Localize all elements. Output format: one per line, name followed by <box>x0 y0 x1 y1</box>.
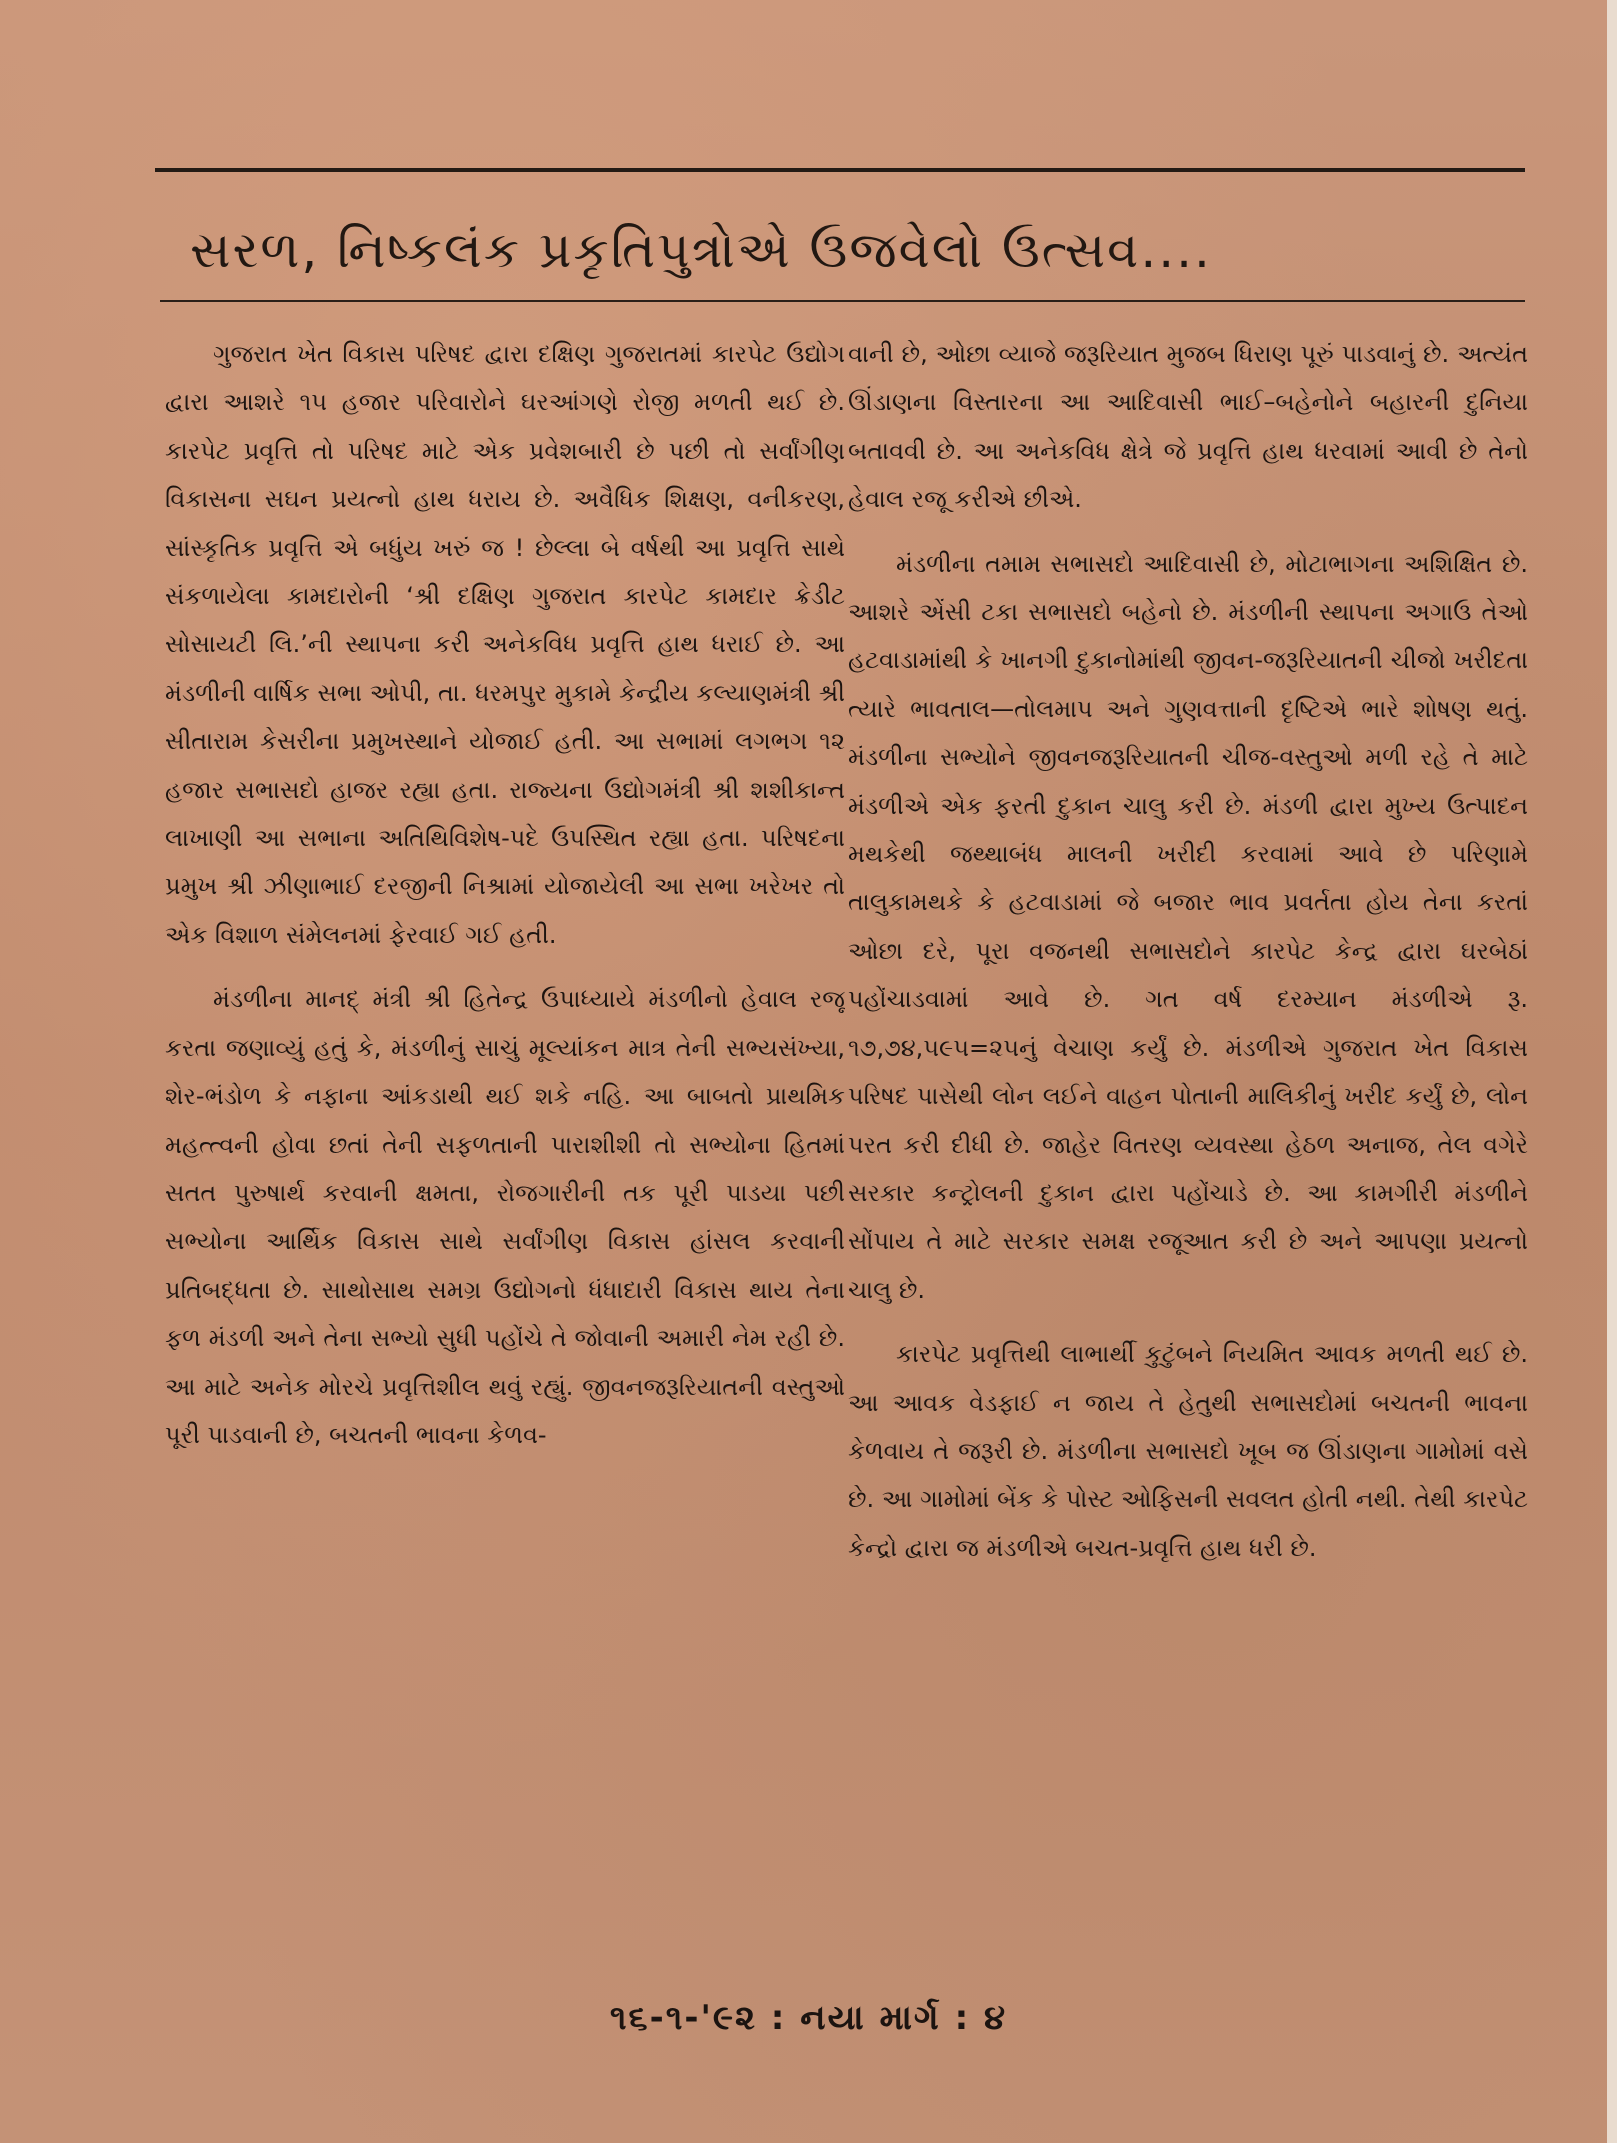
right-paragraph-1: વાની છે, ઓછા વ્યાજે જરૂરિયાત મુજબ ધિરાણ પૂરું પાડવાનું છે. અત્યંત ઊંડાણના વિસ્તારના આ આદિવાસી ભાઈ–બહેનોને બહારની દુનિયા બતાવવી છે. આ અનેકવિધ ક્ષેત્રે જે પ્રવૃત્તિ હાથ ધરવામાં આવી છે તેનો હેવાલ રજૂ કરીએ છીએ. <box>848 340 1528 514</box>
right-paragraph-3: કારપેટ પ્રવૃત્તિથી લાભાર્થી કુટુંબને નિયમિત આવક મળતી થઈ છે. આ આવક વેડફાઈ ન જાય તે હેતુથી સભાસદોમાં બચતની ભાવના કેળવાય તે જરૂરી છે. મંડળીના સભાસદો ખૂબ જ ઊંડાણના ગામોમાં વસે છે. આ ગામોમાં બેંક કે પોસ્ટ ઓફિસની સવલત હોતી નથી. તેથી કારપેટ કેન્દ્રો દ્વારા જ મંડળીએ બચત-પ્રવૃત્તિ હાથ ધરી છે. <box>848 1340 1528 1562</box>
page-edge <box>1607 0 1617 2143</box>
page-footer: ૧૬-૧-'૯૨ : નયા માર્ગ : ૪ <box>609 1998 1008 2038</box>
top-rule <box>155 168 1525 172</box>
left-paragraph-1: ગુજરાત ખેત વિકાસ પરિષદ દ્વારા દક્ષિણ ગુજરાતમાં કારપેટ ઉદ્યોગ દ્વારા આશરે ૧૫ હજાર પરિવારોને ઘરઆંગણે રોજી મળતી થઈ છે. કારપેટ પ્રવૃત્તિ તો પરિષદ માટે એક પ્રવેશબારી છે પછી તો સર્વાંગીણ વિકાસના સઘન પ્રયત્નો હાથ ધરાય છે. અવૈધિક શિક્ષણ, વનીકરણ, સાંસ્કૃતિક પ્રવૃત્તિ એ બધુંય ખરું જ ! છેલ્લા બે વર્ષથી આ પ્રવૃત્તિ સાથે સંકળાયેલા કામદારોની ‘શ્રી દક્ષિણ ગુજરાત કારપેટ કામદાર ક્રેડીટ સોસાયટી લિ.’ની સ્થાપના કરી અનેકવિધ પ્રવૃત્તિ હાથ ધરાઈ છે. આ મંડળીની વાર્ષિક સભા ઓપી, તા. ધરમપુર મુકામે કેન્દ્રીય કલ્યાણમંત્રી શ્રી સીતારામ કેસરીના પ્રમુખસ્થાને યોજાઈ હતી. આ સભામાં લગભગ ૧૨ હજાર સભાસદો હાજર રહ્યા હતા. રાજ્યના ઉદ્યોગમંત્રી શ્રી શશીકાન્ત લાખાણી આ સભાના અતિથિવિશેષ-પદે ઉપસ્થિત રહ્યા હતા. પરિષદના પ્રમુખ શ્રી ઝીણાભાઈ દરજીની નિશ્રામાં યોજાયેલી આ સભા ખરેખર તો એક વિશાળ સંમેલનમાં ફેરવાઈ ગઈ હતી. <box>165 340 845 949</box>
right-paragraph-2: મંડળીના તમામ સભાસદો આદિવાસી છે, મોટાભાગના અશિક્ષિત છે. આશરે એંસી ટકા સભાસદો બહેનો છે. મંડળીની સ્થાપના અગાઉ તેઓ હટવાડામાંથી કે ખાનગી દુકાનોમાંથી જીવન-જરૂરિયાતની ચીજો ખરીદતા ત્યારે ભાવતાલ—તોલમાપ અને ગુણવત્તાની દૃષ્ટિએ ભારે શોષણ થતું. મંડળીના સભ્યોને જીવનજરૂરિયાતની ચીજ-વસ્તુઓ મળી રહે તે માટે મંડળીએ એક ફરતી દુકાન ચાલુ કરી છે. મંડળી દ્વારા મુખ્ય ઉત્પાદન મથકેથી જથ્થાબંધ માલની ખરીદી કરવામાં આવે છે પરિણામે તાલુકામથકે કે હટવાડામાં જે બજાર ભાવ પ્રવર્તતા હોય તેના કરતાં ઓછા દરે, પૂરા વજનથી સભાસદોને કારપેટ કેન્દ્ર દ્વારા ઘરબેઠાં પહોંચાડવામાં આવે છે. ગત વર્ષ દરમ્યાન મંડળીએ રૂ. ૧૭,૭૪,૫૯૫=૨૫નું વેચાણ કર્યું છે. મંડળીએ ગુજરાત ખેત વિકાસ પરિષદ પાસેથી લોન લઈને વાહન પોતાની માલિકીનું ખરીદ કર્યું છે, લોન પરત કરી દીધી છે. જાહેર વિતરણ વ્યવસ્થા હેઠળ અનાજ, તેલ વગેરે સરકાર કન્ટ્રોલની દુકાન દ્વારા પહોંચાડે છે. આ કામગીરી મંડળીને સોંપાય તે માટે સરકાર સમક્ષ રજૂઆત કરી છે અને આપણા પ્રયત્નો ચાલુ છે. <box>848 549 1528 1304</box>
article-headline: સરળ, નિષ્કલંક પ્રકૃતિપુત્રોએ ઉજવેલો ઉત્સવ.... <box>190 221 1212 279</box>
left-column <box>165 330 845 1965</box>
left-paragraph-2: મંડળીના માનદ્ મંત્રી શ્રી હિતેન્દ્ર ઉપાધ્યાયે મંડળીનો હેવાલ રજૂ કરતા જણાવ્યું હતું કે, મંડળીનું સાચું મૂલ્યાંકન માત્ર તેની સભ્યસંખ્યા, શેર-ભંડોળ કે નફાના આંકડાથી થઈ શકે નહિ. આ બાબતો પ્રાથમિક મહત્ત્વની હોવા છતાં તેની સફળતાની પારાશીશી તો સભ્યોના હિતમાં સતત પુરુષાર્થ કરવાની ક્ષમતા, રોજગારીની તક પૂરી પાડયા પછી સભ્યોના આર્થિક વિકાસ સાથે સર્વાંગીણ વિકાસ હાંસલ કરવાની પ્રતિબદ્ધતા છે. સાથોસાથ સમગ્ર ઉદ્યોગનો ધંધાદારી વિકાસ થાય તેના ફળ મંડળી અને તેના સભ્યો સુધી પહોંચે તે જોવાની અમારી નેમ રહી છે. આ માટે અનેક મોરચે પ્રવૃત્તિશીલ થવું રહ્યું. જીવનજરૂરિયાતની વસ્તુઓ પૂરી પાડવાની છે, બચતની ભાવના કેળવ- <box>165 985 845 1449</box>
headline-rule <box>160 300 1525 302</box>
right-column <box>848 330 1528 1965</box>
